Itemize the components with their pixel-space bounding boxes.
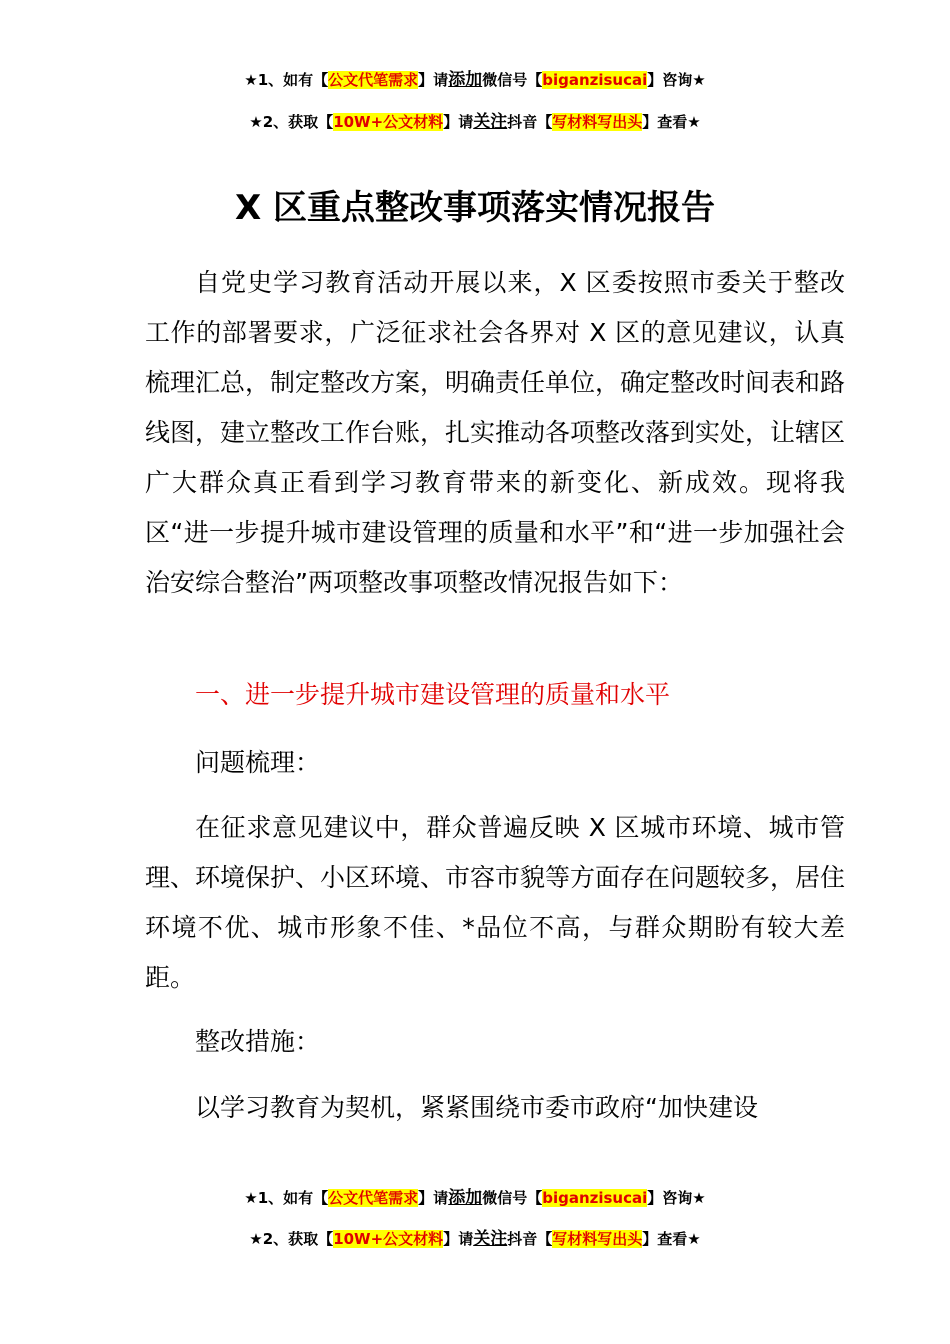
notice-text: 】请: [418, 1189, 449, 1207]
notice-text: 】请: [443, 113, 474, 131]
underlined-text: 关注: [473, 112, 508, 132]
notice-text: 】查看★: [642, 1230, 701, 1248]
highlight-text: 10W+公文材料: [333, 113, 444, 131]
underlined-text: 关注: [473, 1229, 508, 1249]
notice-line-2-footer: [0, 1229, 950, 1249]
highlight-text: 10W+公文材料: [333, 1230, 444, 1248]
notice-text: 】请: [418, 71, 449, 89]
notice-line-1: [0, 70, 950, 90]
problem-label: 问题梳理：: [195, 748, 321, 777]
notice-text: 抖音【: [507, 113, 553, 131]
notice-text: 】咨询★: [647, 1189, 706, 1207]
section-heading: 一、进一步提升城市建设管理的质量和水平: [195, 680, 671, 709]
notice-text: 抖音【: [507, 1230, 553, 1248]
notice-text: 微信号【: [482, 71, 543, 89]
notice-line-1-footer: [0, 1188, 950, 1208]
underlined-text: 添加: [448, 70, 483, 90]
underlined-text: 添加: [448, 1188, 483, 1208]
measures-label: 整改措施：: [195, 1027, 321, 1056]
document-title: X 区重点整改事项落实情况报告: [234, 188, 716, 228]
intro-paragraph: 自党史学习教育活动开展以来，X 区委按照市委关于整改工作的部署要求，广泛征求社会各界对 X 区的意见建议，认真梳理汇总，制定整改方案，明确责任单位，确定整改时间表和路线图，建立整改工作台账，扎实推动各项整改落到实处，让辖区广大群众真正看到学习教育带来的新变化、新成效。现将我区“进一步提升城市建设管理的质量和水平”和“进一步加强社会治安综合整治”两项整改事项整改情况报告如下：: [145, 268, 846, 597]
notice-text: 】查看★: [642, 113, 701, 131]
notice-line-2: [0, 112, 950, 132]
notice-text: ★2、获取【: [249, 113, 334, 131]
notice-text: ★2、获取【: [249, 1230, 334, 1248]
douyin-account: 写材料写出头: [552, 113, 643, 131]
wechat-id: biganzisucai: [542, 71, 648, 89]
notice-text: 】请: [443, 1230, 474, 1248]
notice-text: 】咨询★: [647, 71, 706, 89]
highlight-text: 公文代笔需求: [328, 1189, 419, 1207]
wechat-id: biganzisucai: [542, 1189, 648, 1207]
measures-paragraph: 以学习教育为契机，紧紧围绕市委市政府“加快建设: [195, 1093, 758, 1122]
notice-text: ★1、如有【: [244, 1189, 329, 1207]
highlight-text: 公文代笔需求: [328, 71, 419, 89]
problem-paragraph: 在征求意见建议中，群众普遍反映 X 区城市环境、城市管理、环境保护、小区环境、市容市貌等方面存在问题较多，居住环境不优、城市形象不佳、*品位不高，与群众期盼有较大差距。: [145, 813, 846, 992]
notice-text: ★1、如有【: [244, 71, 329, 89]
notice-text: 微信号【: [482, 1189, 543, 1207]
douyin-account: 写材料写出头: [552, 1230, 643, 1248]
